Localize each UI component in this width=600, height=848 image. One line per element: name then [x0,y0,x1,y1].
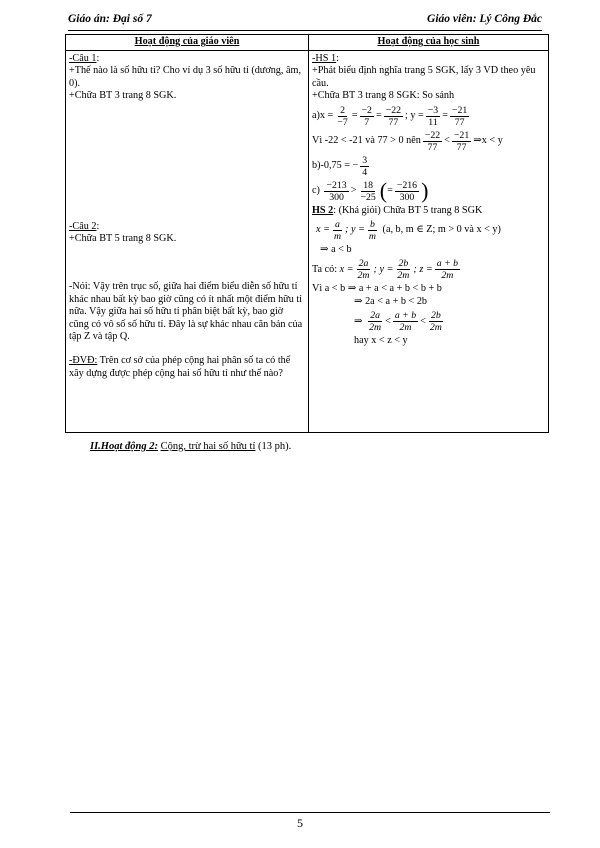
taco-z-frac: $\frac{a + b}{2m}$ [436,258,459,282]
col-teacher-title: Hoạt động của giáo viên [66,35,309,51]
c-frac3: $\frac{-216}{300}$ [396,179,418,203]
impl1: ⇒ 2a < a + b < 2b [354,295,428,307]
student-cell: -HS 1: +Phát biểu định nghĩa trang 5 SGK, lấy 3 VD theo yêu cầu. +Chữa BT 3 trang 8 SGK: So sánh a)x = $\frac{2}{-7}$ = $\frac{-2}{7}$ = $\frac{-22}{77}$ ; y = $\frac{-3}{11}$ = $\frac{-21}{77}$ Vì -22 < -21 và 77 > 0 nên $\frac{-22}{77}$ < $\frac{-21}{77}$ ⇒x < y b)-0,75 = − $\frac{3}{4}$ c) $\frac{-213}{300}$ > $\frac{18}{-25}$ ( = $\frac{-216}{300}$ ) HS 2: (Khá giỏi) Chữa BT 5 trang 8 SGK x = $\frac{a}{m}$ ; y = $\frac{b}{m}$ (a, b, m ∈ Z; m > 0 và x < y) ⇒ a < b Ta có: x = $\frac{2a}{2m}$ ; y = $\frac{2b}{2m}$ ; z = $\frac{a + b}{2m}$ Vì a < b ⇒ a + a < a + b < b + b ⇒ 2a < a + b < 2b ⇒ $\frac{2a}{2m}$ < $\frac{a + b}{2m}$ < $\frac{2b}{2m}$ hay x < z < y [309,51,549,433]
a-mid: ; y = [405,109,424,121]
hs1-a-line: a)x = $\frac{2}{-7}$ = $\frac{-2}{7}$ = $\frac{-22}{77}$ ; y = $\frac{-3}{11}$ = $\frac{-21}{77}$ [312,104,468,128]
hay-line: hay x < z < y [354,335,408,347]
hs1-b-line [312,155,545,178]
hs1-line2: +Chữa BT 3 trang 8 SGK: So sánh [312,90,455,102]
hs1-label: -HS 1 [312,53,337,64]
vi-frac1: $\frac{-22}{77}$ [424,129,441,153]
activity2-title: Cộng, trừ hai số hữu tỉ [160,441,256,452]
a-frac1: $\frac{2}{-7}$ [337,104,348,128]
x-text: x = [316,224,330,236]
a-frac4: $\frac{-3}{11}$ [427,104,439,128]
cau1-line2: +Chữa BT 3 trang 8 SGK. [69,90,177,102]
a-lt-b: ⇒ a < b [320,244,352,256]
noi-paragraph: -Nói: Vậy trên trục số, giữa hai điểm biểu diễn số hữu tỉ khác nhau bất kỳ bao giờ cũng có ít nhất một điểm hữu tỉ nữa. Vậy giữa hai số hữu tỉ phân biệt bất kỳ, bao giờ cũng có vô số số hữu tỉ. Đây là sự khác nhau căn bản của tập Z và tập Q. [69,281,303,343]
dvd-text: Trên cơ sở của phép cộng hai phân số ta có thể xây dựng được phép cộng hai số hữu tỉ như thế nào? [69,355,291,379]
hs1-c-line: c) $\frac{-213}{300}$ > $\frac{18}{-25}$ ( = $\frac{-216}{300}$ ) [312,178,429,204]
c-frac1: $\frac{-213}{300}$ [326,179,347,203]
vi-ab: Vì a < b ⇒ a + a < a + b < b + b [312,283,442,295]
y-text: ; y = [345,224,365,236]
cau2-label: -Câu 2 [69,220,97,232]
dvd-label: -ĐVĐ: [69,355,98,367]
b-text: b)-0,75 = − [312,159,359,171]
page-header [68,12,542,31]
c-text: c) [312,184,320,196]
c-frac2: $\frac{18}{-25}$ [360,179,376,203]
b-frac: $\frac{3}{4}$ [362,154,368,178]
taco-y-text: ; y = [373,263,394,275]
taco-line [312,258,545,281]
impl2-frac1: $\frac{2a}{2m}$ [369,310,382,334]
hs1-vi-line: Vì -22 < -21 và 77 > 0 nên $\frac{-22}{77}$ < $\frac{-21}{77}$ ⇒x < y [312,129,503,153]
activity2-time: (13 ph). [255,441,292,452]
impl2-line: ⇒ $\frac{2a}{2m}$ < $\frac{a + b}{2m}$ < $\frac{2b}{2m}$ [354,310,442,334]
cond-text: (a, b, m ∈ Z; m > 0 và x < y) [382,224,501,236]
a-frac5: $\frac{-21}{77}$ [451,104,468,128]
header-left: Giáo án: Đại số 7 [68,13,152,25]
hs1-line1: +Phát biểu định nghĩa trang 5 SGK, lấy 3 VD theo yêu cầu. [312,65,536,89]
taco-x-frac: $\frac{2a}{2m}$ [357,258,370,282]
cau1-label: -Câu 1 [69,53,97,64]
teacher-cell: -Câu 1: +Thế nào là số hữu tỉ? Cho ví dụ 3 số hữu tỉ (dương, âm, 0). +Chữa BT 3 trang 8 SGK. -Câu 2: +Chữa BT 5 trang 8 SGK. -Nói: Vậy trên trục số, giữa hai điểm biểu diễn số hữu tỉ khác nhau bất kỳ bao giờ cũng có ít nhất một điểm hữu tỉ nữa. Vậy giữa hai số hữu tỉ phân biệt bất kỳ, bao giờ cũng có vô số số hữu tỉ. Đây là sự khác nhau căn bản của tập Z và tập Q. -ĐVĐ: Trên cơ sở của phép cộng hai phân số ta có thể xây dựng được phép cộng hai số hữu tỉ như thế nào? [66,51,309,433]
activity2-heading [90,441,291,452]
hs2-label: HS 2 [312,204,334,216]
taco-z-text: ; z = [413,263,433,275]
dvd-paragraph [69,355,305,380]
taco-text: Ta có: [312,263,338,275]
hs2-xy-line [316,219,545,242]
vi-text: Vì -22 < -21 và 77 > 0 nên [312,134,421,146]
vi-frac2: $\frac{-21}{77}$ [453,129,470,153]
vi-end: ⇒x < y [473,134,503,146]
a-frac2: $\frac{-2}{7}$ [361,104,372,128]
hs2-text: : (Khá giỏi) Chữa BT 5 trang 8 SGK [333,204,483,216]
cau1-line1: +Thế nào là số hữu tỉ? Cho ví dụ 3 số hữu tỉ (dương, âm, 0). [69,65,301,89]
a-frac3: $\frac{-22}{77}$ [385,104,402,128]
col-student-title: Hoạt động của học sinh [309,35,549,51]
impl2-frac3: $\frac{2b}{2m}$ [429,310,442,334]
header-right: Giáo viên: Lý Công Đắc [427,13,542,25]
cau2-line1: +Chữa BT 5 trang 8 SGK. [69,233,177,245]
activity2-label: II.Hoạt động 2: [90,441,158,452]
a-prefix: a)x = [312,109,334,121]
y-frac: $\frac{b}{m}$ [368,219,376,243]
impl2-frac2: $\frac{a + b}{2m}$ [394,310,417,334]
page-number: 5 [297,816,303,830]
taco-y-frac: $\frac{2b}{2m}$ [397,258,410,282]
x-frac: $\frac{a}{m}$ [333,219,342,243]
activity-table [65,34,549,433]
footer-line [70,812,550,813]
taco-x-text: x = [339,263,354,275]
